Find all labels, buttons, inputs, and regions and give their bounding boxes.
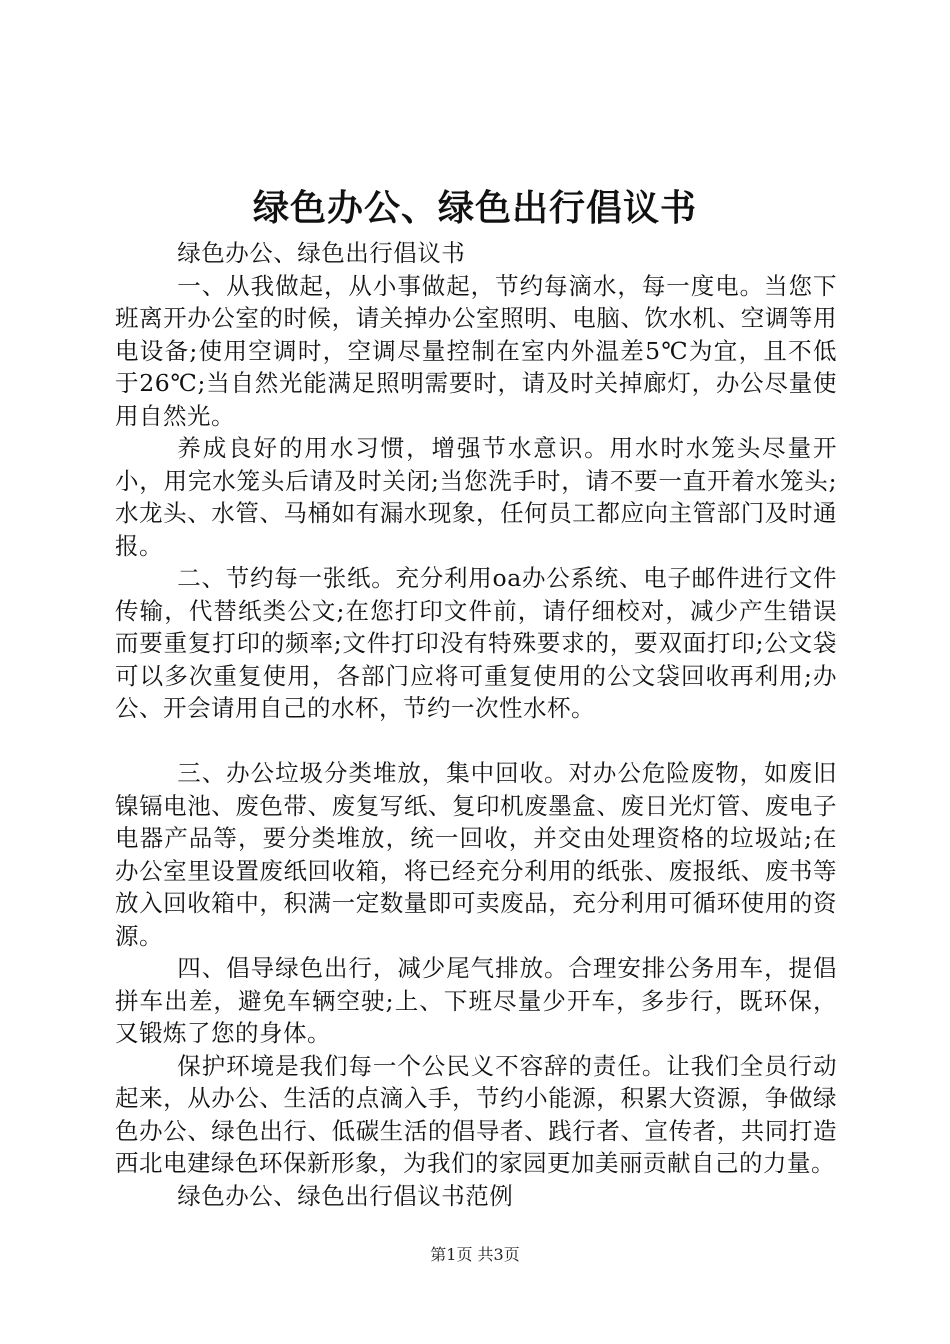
document-body [115, 237, 837, 1212]
document-title: 绿色办公、绿色出行倡议书 [252, 187, 697, 229]
paragraph-example-title: 绿色办公、绿色出行倡议书范例 [177, 1181, 514, 1210]
paragraph-closing: 保护环境是我们每一个公民义不容辞的责任。让我们全员行动起来，从办公、生活的点滴入手，节约小能源，积累大资源，争做绿色办公、绿色出行、低碳生活的倡导者、践行者、宣传者，共同打造西北电建绿色环保新形象，为我们的家园更加美丽贡献自己的力量。 [115, 1051, 837, 1177]
paragraph-green-travel: 四、倡导绿色出行，减少尾气排放。合理安排公务用车，提倡拼车出差，避免车辆空驶;上、下班尽量少开车，多步行，既环保，又锻炼了您的身体。 [115, 954, 837, 1047]
page-number-footer: 第1页 共3页 [430, 1245, 520, 1264]
paragraph-save-electricity: 一、从我做起，从小事做起，节约每滴水，每一度电。当您下班离开办公室的时候，请关掉办公室照明、电脑、饮水机、空调等用电设备;使用空调时，空调尽量控制在室内外温差5℃为宜，且不低于26℃;当自然光能满足照明需要时，请及时关掉廊灯，办公尽量使用自然光。 [115, 271, 837, 430]
paragraph-waste-sorting: 三、办公垃圾分类堆放，集中回收。对办公危险废物，如废旧镍镉电池、废色带、废复写纸、复印机废墨盒、废日光灯管、废电子电器产品等，要分类堆放，统一回收，并交由处理资格的垃圾站;在办公室里设置废纸回收箱，将已经充分利用的纸张、废报纸、废书等放入回收箱中，积满一定数量即可卖废品，充分利用可循环使用的资源。 [115, 759, 837, 950]
paragraph-save-paper: 二、节约每一张纸。充分利用oa办公系统、电子邮件进行文件传输，代替纸类公文;在您打印文件前，请仔细校对，减少产生错误而要重复打印的频率;文件打印没有特殊要求的，要双面打印;公文袋可以多次重复使用，各部门应将可重复使用的公文袋回收再利用;办公、开会请用自己的水杯，节约一次性水杯。 [115, 564, 837, 722]
paragraph-save-water: 养成良好的用水习惯，增强节水意识。用水时水笼头尽量开小，用完水笼头后请及时关闭;当您洗手时，请不要一直开着水笼头;水龙头、水管、马桶如有漏水现象，任何员工都应向主管部门及时通报。 [115, 434, 837, 560]
paragraph-heading-repeat: 绿色办公、绿色出行倡议书 [177, 239, 466, 267]
